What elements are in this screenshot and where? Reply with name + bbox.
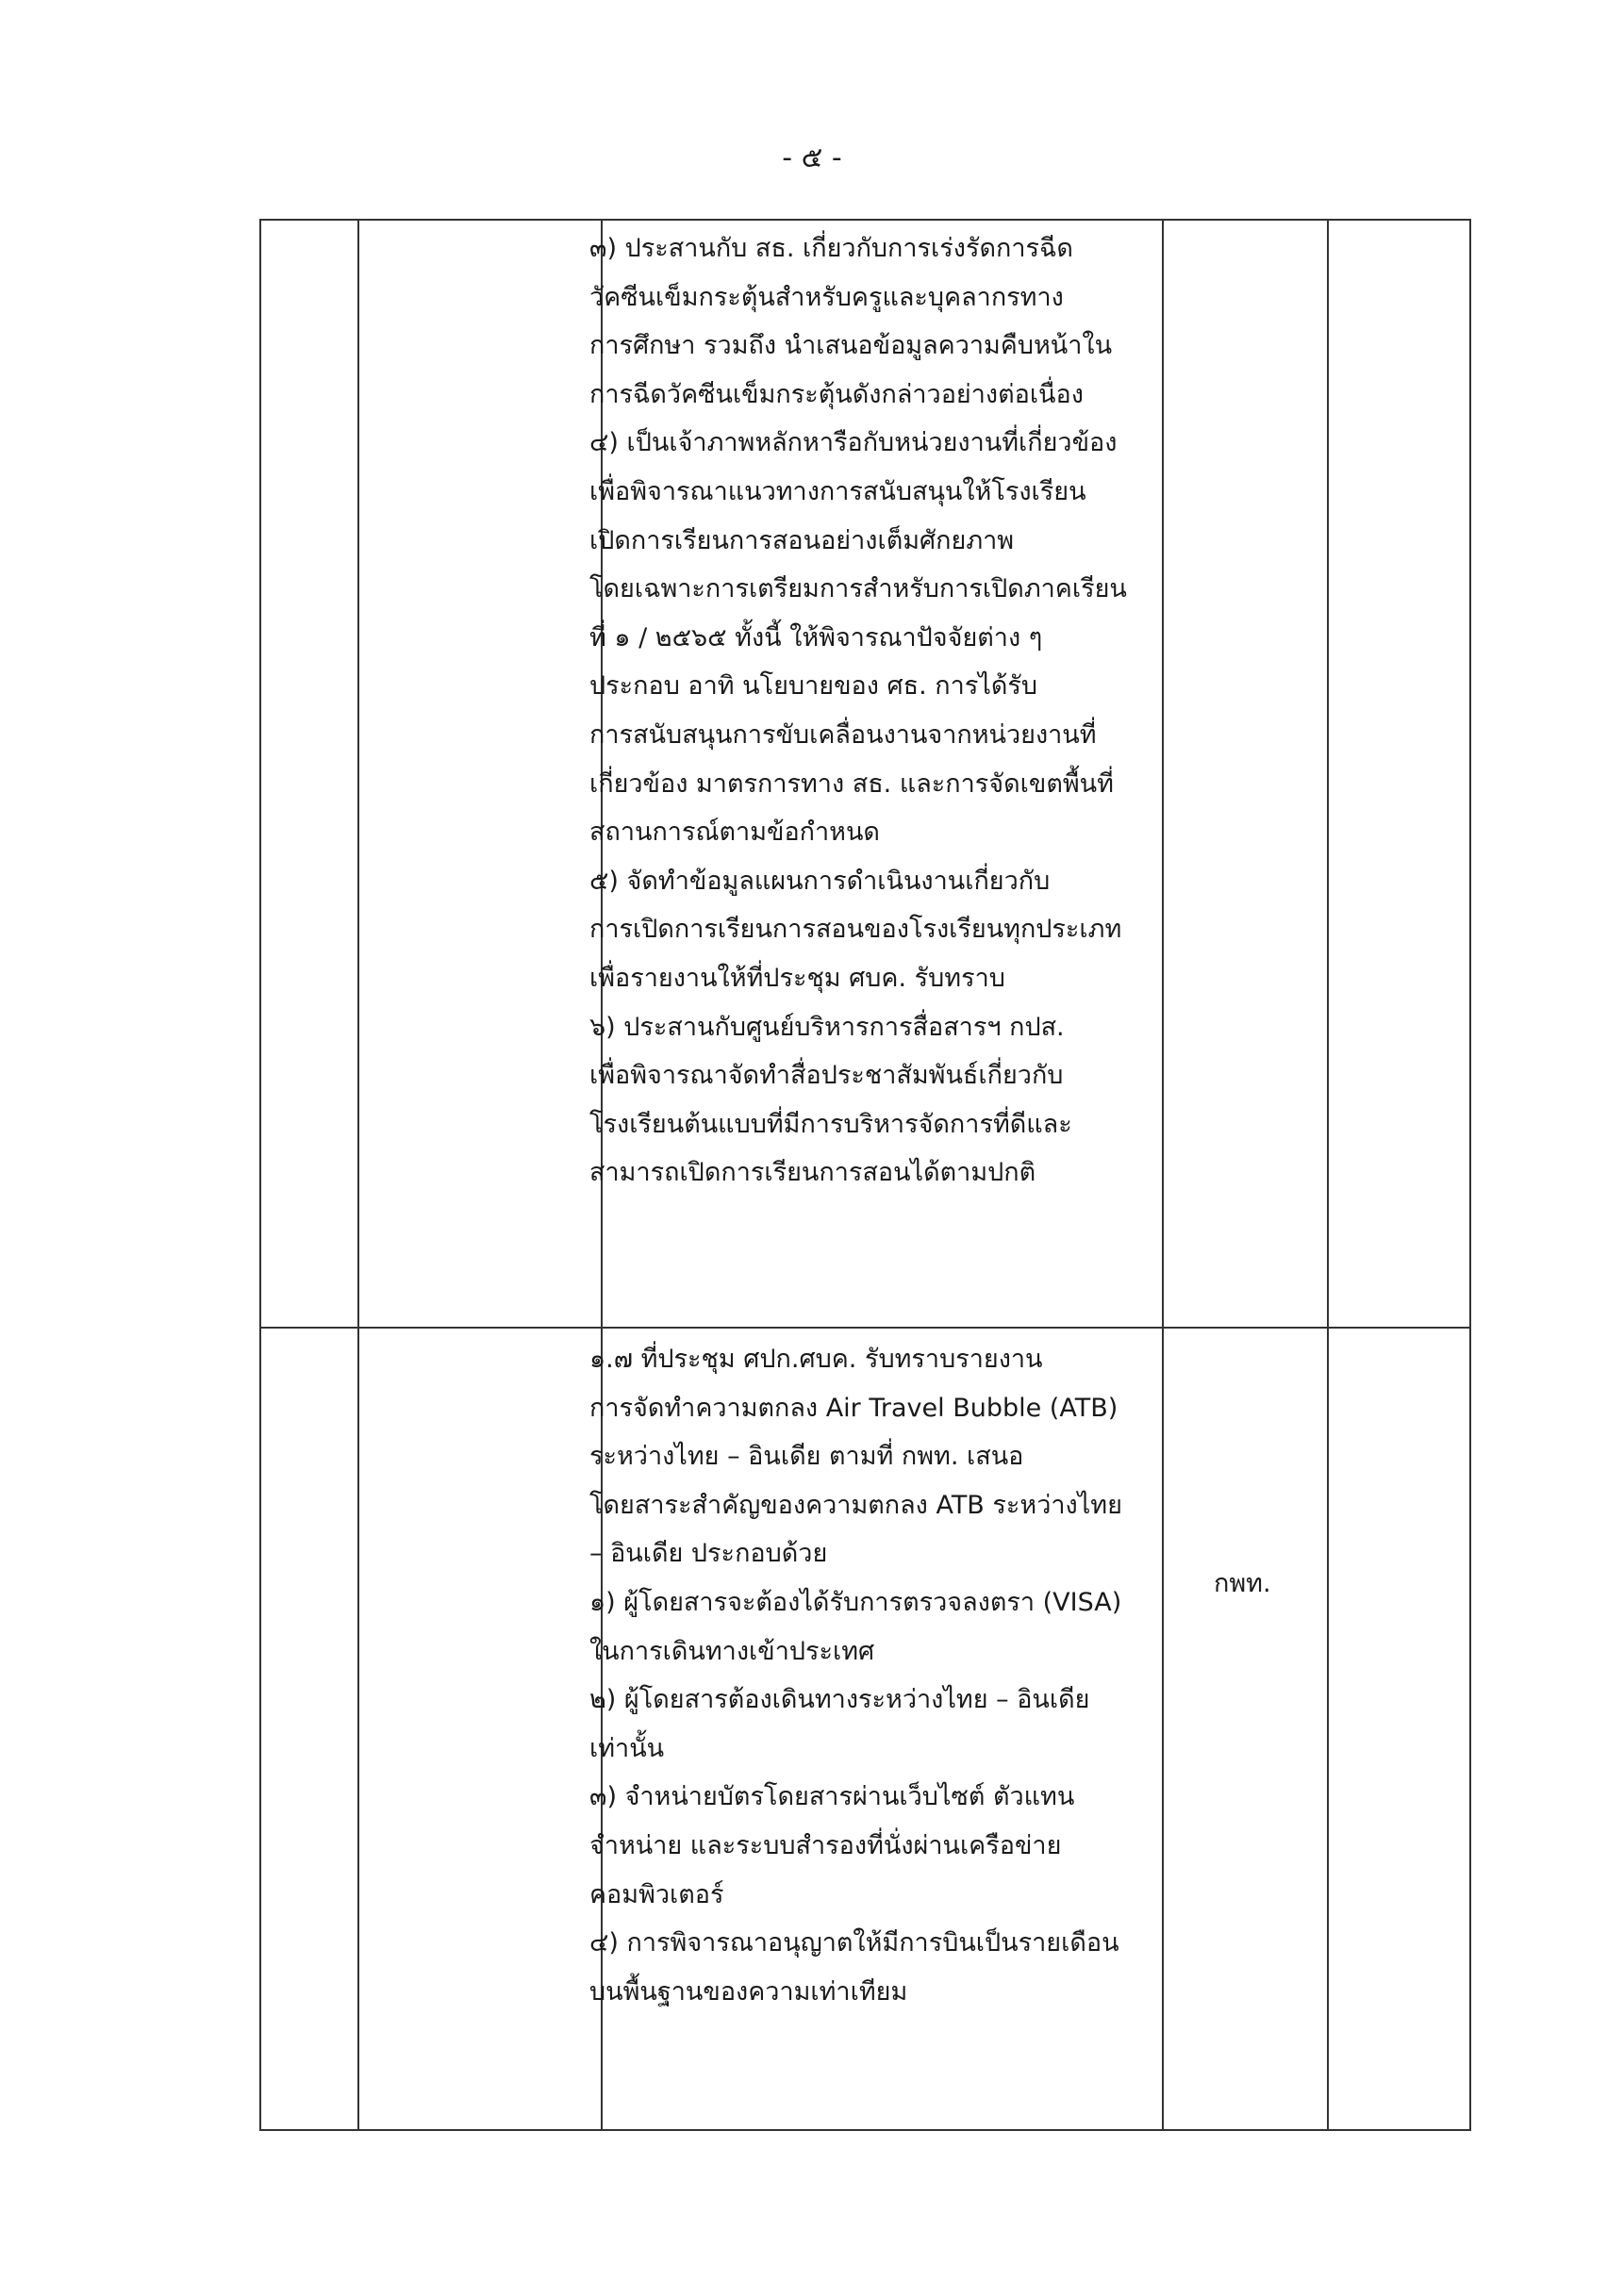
content-table (259, 219, 1471, 2131)
column-divider (357, 221, 359, 2129)
row-text (589, 1335, 1136, 2016)
table-row (589, 1335, 1136, 2016)
text-line: ๖) ประสานกับศูนย์บริหารการสื่อสารฯ กปส. (589, 1012, 1065, 1042)
text-line: เพื่อพิจารณาแนวทางการสนับสนุนให้โรงเรียน (589, 476, 1086, 506)
page-number: - ๕ - (782, 141, 842, 174)
table-row (589, 224, 1136, 1198)
text-line: วัคซีนเข็มกระตุ้นสำหรับครูและบุคลากรทาง (589, 282, 1064, 312)
text-line: ๕) จัดทำข้อมูลแผนการดำเนินงานเกี่ยวกับ (589, 866, 1051, 896)
text-line: สถานการณ์ตามข้อกำหนด (589, 818, 880, 848)
text-line: สามารถเปิดการเรียนการสอนได้ตามปกติ (589, 1158, 1036, 1188)
text-line: การเปิดการเรียนการสอนของโรงเรียนทุกประเภท (589, 915, 1122, 945)
row-text (589, 224, 1136, 1198)
text-line: ๓) ประสานกับ สธ. เกี่ยวกับการเร่งรัดการฉีด (589, 234, 1073, 263)
row-divider (261, 1327, 1469, 1329)
column-divider (1162, 221, 1164, 2129)
text-line: การสนับสนุนการขับเคลื่อนงานจากหน่วยงานที่ (589, 719, 1097, 750)
text-line: บนพื้นฐานของความเท่าเทียม (589, 1976, 908, 2007)
text-line: ระหว่างไทย – อินเดีย ตามที่ กพท. เสนอ (589, 1442, 1024, 1472)
text-line: ๑) ผู้โดยสารจะต้องได้รับการตรวจลงตรา (VISA) (589, 1587, 1122, 1617)
text-line: เท่านั้น (589, 1733, 665, 1763)
text-line: ๔) การพิจารณาอนุญาตให้มีการบินเป็นรายเดือน (589, 1928, 1119, 1958)
text-line: จำหน่าย และระบบสำรองที่นั่งผ่านเครือข่าย (589, 1830, 1062, 1860)
text-line: การศึกษา รวมถึง นำเสนอข้อมูลความคืบหน้าใน (589, 331, 1113, 361)
text-line: ในการเดินทางเข้าประเทศ (589, 1636, 875, 1666)
text-line: โดยสาระสำคัญของความตกลง ATB ระหว่างไทย (589, 1490, 1122, 1520)
column-divider (1327, 221, 1329, 2129)
text-line: ๓) จำหน่ายบัตรโดยสารผ่านเว็บไซต์ ตัวแทน (589, 1782, 1075, 1812)
text-line: ๒) ผู้โดยสารต้องเดินทางระหว่างไทย – อินเดีย (589, 1685, 1090, 1715)
text-line: เกี่ยวข้อง มาตรการทาง สธ. และการจัดเขตพื้นที่ (589, 768, 1114, 799)
text-line: คอมพิวเตอร์ (589, 1879, 724, 1909)
text-line: ที่ ๑ / ๒๕๖๕ ทั้งนี้ ให้พิจารณาปัจจัยต่าง ๆ (589, 622, 1043, 652)
text-line: การฉีดวัคซีนเข็มกระตุ้นดังกล่าวอย่างต่อเนื่อง (589, 379, 1084, 409)
text-line: เพื่อรายงานให้ที่ประชุม ศบค. รับทราบ (589, 963, 1005, 993)
text-line: ประกอบ อาทิ นโยบายของ ศธ. การได้รับ (589, 671, 1038, 702)
text-line: การจัดทำความตกลง Air Travel Bubble (ATB) (589, 1393, 1119, 1423)
text-line: ๔) เป็นเจ้าภาพหลักหารือกับหน่วยงานที่เกี่ยวข้อง (589, 428, 1118, 458)
text-line: โรงเรียนต้นแบบที่มีการบริหารจัดการที่ดีและ (589, 1109, 1072, 1139)
text-line: ๑.๗ ที่ประชุม ศปก.ศบค. รับทราบรายงาน (589, 1345, 1043, 1374)
text-line: – อินเดีย ประกอบด้วย (589, 1539, 828, 1569)
text-line: เปิดการเรียนการสอนอย่างเต็มศักยภาพ (589, 525, 1015, 555)
text-line: โดยเฉพาะการเตรียมการสำหรับการเปิดภาคเรียน (589, 574, 1127, 604)
text-line: เพื่อพิจารณาจัดทำสื่อประชาสัมพันธ์เกี่ยวกับ (589, 1061, 1064, 1091)
responsible-agency: กพท. (1214, 1569, 1271, 1598)
